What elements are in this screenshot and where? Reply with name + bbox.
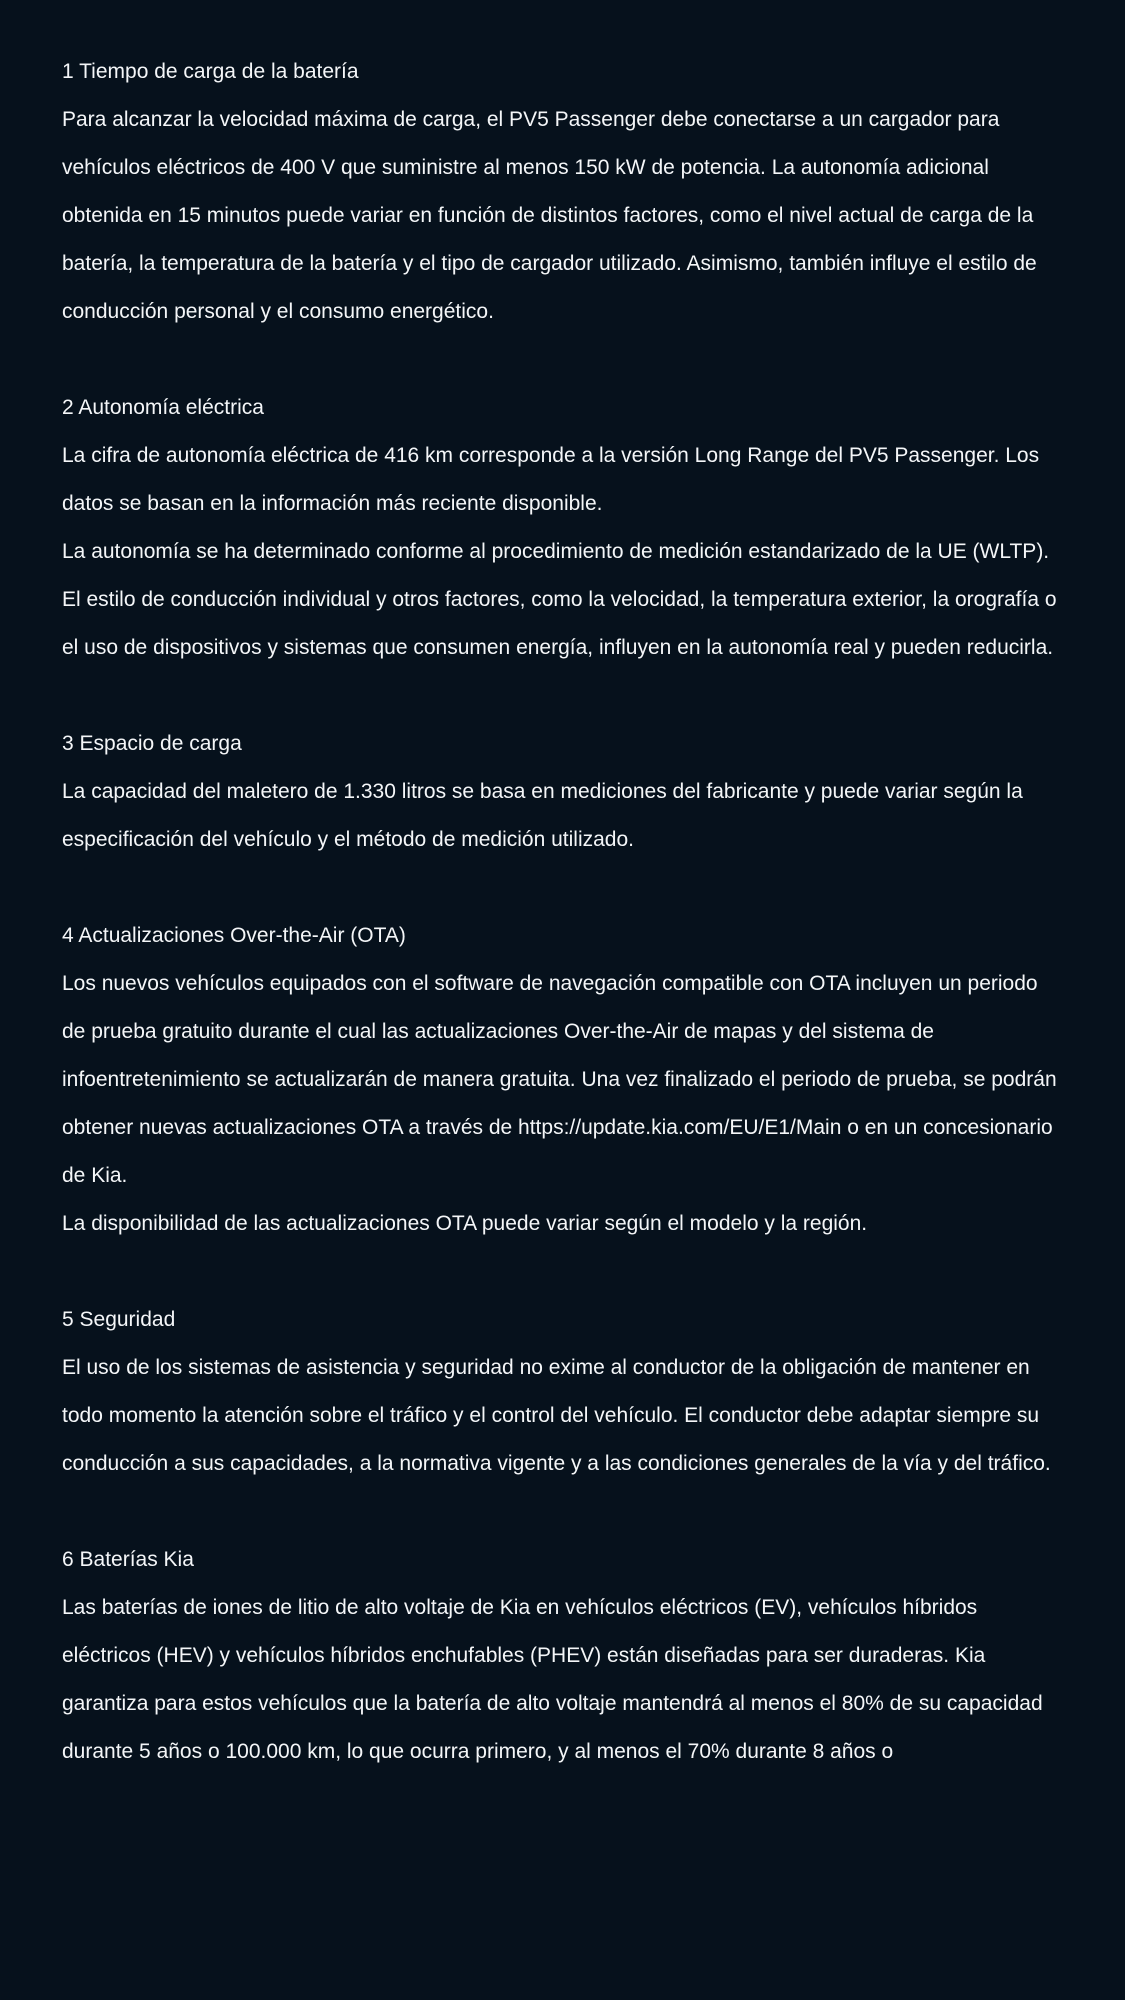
note-paragraph: La autonomía se ha determinado conforme al procedimiento de medición estandarizado de la UE (WLTP). El estilo de conducción individual y otros factores, como la velocidad, la temperatura exterior, la orografía o el uso de dispositivos y sistemas que consumen energía, influyen en la autonomía real y pueden reducirla. (62, 540, 1057, 659)
note-paragraph: El uso de los sistemas de asistencia y seguridad no exime al conductor de la obligación de mantener en todo momento la atención sobre el tráfico y el control del vehículo. El conductor debe adaptar siempre su conducción a sus capacidades, a la normativa vigente y a las condiciones generales de la vía y del tráfico. (62, 1356, 1051, 1475)
note-title: 6 Baterías Kia (62, 1548, 194, 1571)
note-safety (62, 1296, 1063, 1488)
note-cargo-space (62, 720, 1063, 864)
note-ota-updates (62, 912, 1063, 1248)
note-paragraph: Los nuevos vehículos equipados con el software de navegación compatible con OTA incluyen un periodo de prueba gratuito durante el cual las actualizaciones Over-the-Air de mapas y del sistema de infoentretenimiento se actualizarán de manera gratuita. Una vez finalizado el periodo de prueba, se podrán obtener nuevas actualizaciones OTA a través de https://update.kia.com/EU/E1/Main o en un concesionario de Kia. (62, 972, 1057, 1187)
note-paragraph: La capacidad del maletero de 1.330 litros se basa en mediciones del fabricante y puede variar según la especificación del vehículo y el método de medición utilizado. (62, 780, 1023, 851)
note-title: 4 Actualizaciones Over-the-Air (OTA) (62, 924, 406, 947)
note-title: 5 Seguridad (62, 1308, 176, 1331)
note-title: 1 Tiempo de carga de la batería (62, 60, 359, 83)
note-paragraph: La cifra de autonomía eléctrica de 416 km corresponde a la versión Long Range del PV5 Passenger. Los datos se basan en la información más reciente disponible. (62, 444, 1040, 515)
note-title: 2 Autonomía eléctrica (62, 396, 264, 419)
note-paragraph: La disponibilidad de las actualizaciones OTA puede variar según el modelo y la región. (62, 1212, 868, 1235)
note-paragraph: Para alcanzar la velocidad máxima de carga, el PV5 Passenger debe conectarse a un cargador para vehículos eléctricos de 400 V que suministre al menos 150 kW de potencia. La autonomía adicional obtenida en 15 minutos puede variar en función de distintos factores, como el nivel actual de carga de la batería, la temperatura de la batería y el tipo de cargador utilizado. Asimismo, también influye el estilo de conducción personal y el consumo energético. (62, 108, 1037, 323)
note-title: 3 Espacio de carga (62, 732, 242, 755)
note-battery-charging-time (62, 48, 1063, 336)
note-kia-batteries (62, 1536, 1063, 1776)
note-electric-range (62, 384, 1063, 672)
note-paragraph: Las baterías de iones de litio de alto voltaje de Kia en vehículos eléctricos (EV), vehículos híbridos eléctricos (HEV) y vehículos híbridos enchufables (PHEV) están diseñadas para ser duraderas. Kia garantiza para estos vehículos que la batería de alto voltaje mantendrá al menos el 80% de su capacidad durante 5 años o 100.000 km, lo que ocurra primero, y al menos el 70% durante 8 años o (62, 1596, 1043, 1763)
